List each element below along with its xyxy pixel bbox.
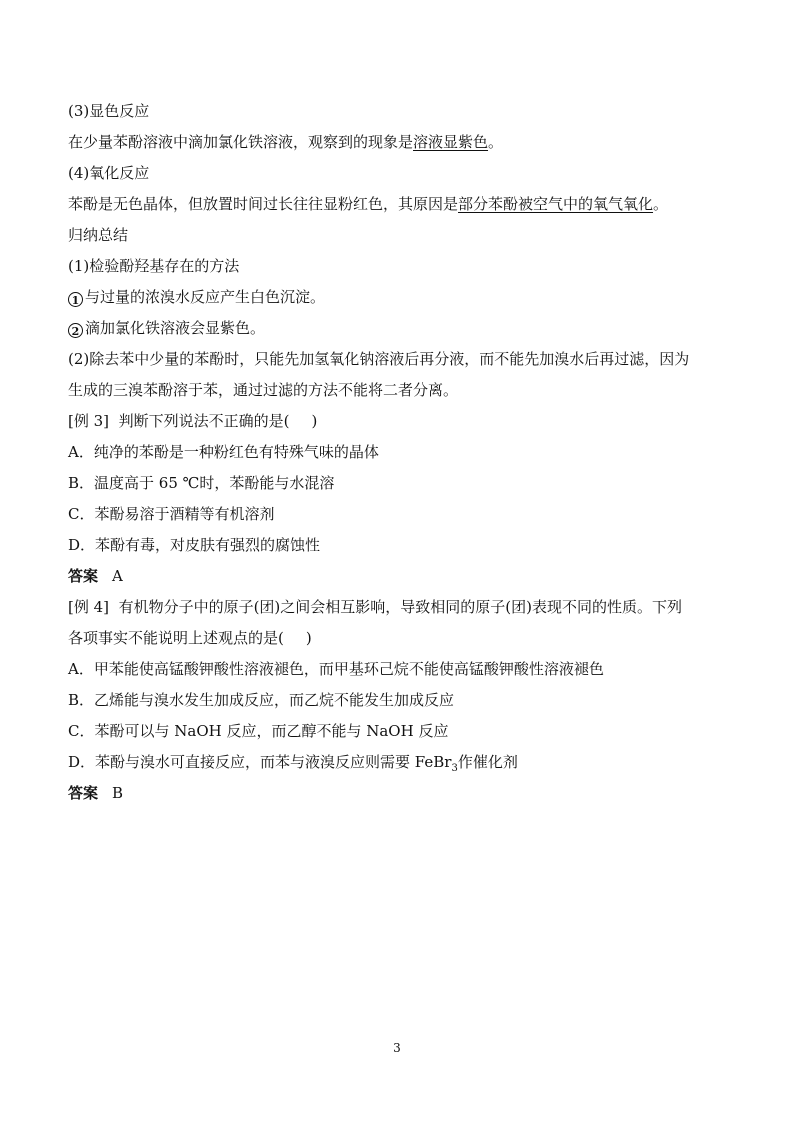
paren-close: ): [305, 629, 312, 647]
section-3-text: 在少量苯酚溶液中滴加氯化铁溶液，观察到的现象是: [68, 133, 414, 151]
section-3-answer: 溶液显紫色: [413, 133, 489, 151]
example-3-answer: [68, 561, 728, 592]
example-4-option-b: B．乙烯能与溴水发生加成反应，而乙烷不能发生加成反应: [68, 691, 455, 709]
section-4-answer: 部分苯酚被空气中的氧气氧化: [458, 195, 654, 213]
example-4-option-d-text: D．苯酚与溴水可直接反应，而苯与液溴反应则需要 FeBr: [68, 753, 452, 771]
answer-label: 答案: [68, 567, 99, 585]
example-4-label: [例 4]: [68, 598, 110, 616]
section-4-body: [68, 189, 728, 220]
punctuation: 。: [488, 133, 504, 151]
summary-item-1b: [68, 313, 728, 344]
circled-number-2: 2: [68, 323, 83, 338]
example-4-option-c: C．苯酚可以与 NaOH 反应，而乙醇不能与 NaOH 反应: [68, 722, 449, 740]
example-3-option-d: D．苯酚有毒，对皮肤有强烈的腐蚀性: [68, 536, 321, 554]
example-4-answer: [68, 778, 728, 809]
subscript: 3: [451, 763, 458, 774]
example-4-question-line1: [68, 592, 728, 623]
example-4-text: 有机物分子中的原子(团)之间会相互影响，导致相同的原子(团)表现不同的性质。下列: [118, 598, 682, 616]
example-3-option-a: A．纯净的苯酚是一种粉红色有特殊气味的晶体: [68, 443, 379, 461]
punctuation: 。: [653, 195, 669, 213]
example-3-text: 判断下列说法不正确的是(: [118, 412, 290, 430]
section-4-title: (4)氧化反应: [68, 164, 150, 182]
summary-item-1: (1)检验酚羟基存在的方法: [68, 257, 240, 275]
answer-label: 答案: [68, 784, 99, 802]
summary-item-1a: [68, 282, 728, 313]
summary-item-1a-text: 与过量的浓溴水反应产生白色沉淀。: [85, 288, 326, 306]
document-page: [68, 96, 728, 809]
summary-title: 归纳总结: [68, 226, 129, 244]
page-number: 3: [393, 1041, 401, 1055]
example-4-text-2: 各项事实不能说明上述观点的是(: [68, 629, 284, 647]
section-3-title: (3)显色反应: [68, 102, 150, 120]
example-4-option-d: [68, 747, 728, 778]
example-4-option-a: A．甲苯能使高锰酸钾酸性溶液褪色，而甲基环己烷不能使高锰酸钾酸性溶液褪色: [68, 660, 604, 678]
summary-item-2-line2: 生成的三溴苯酚溶于苯，通过过滤的方法不能将二者分离。: [68, 381, 459, 399]
circled-number-1: 1: [68, 292, 83, 307]
example-3-label: [例 3]: [68, 412, 110, 430]
example-3-option-c: C．苯酚易溶于酒精等有机溶剂: [68, 505, 275, 523]
summary-item-2-line1: (2)除去苯中少量的苯酚时，只能先加氢氧化钠溶液后再分液，而不能先加溴水后再过滤，因为: [68, 350, 690, 368]
paren-close: ): [311, 412, 318, 430]
summary-item-1b-text: 滴加氯化铁溶液会显紫色。: [85, 319, 266, 337]
example-3-question: [68, 406, 728, 437]
section-3-body: [68, 127, 728, 158]
answer-value: B: [112, 784, 124, 802]
example-4-question-line2: [68, 623, 728, 654]
example-3-option-b: B．温度高于 65 ℃时，苯酚能与水混溶: [68, 474, 335, 492]
section-4-text: 苯酚是无色晶体，但放置时间过长往往显粉红色，其原因是: [68, 195, 459, 213]
answer-value: A: [112, 567, 123, 585]
example-4-option-d-tail: 作催化剂: [457, 753, 518, 771]
